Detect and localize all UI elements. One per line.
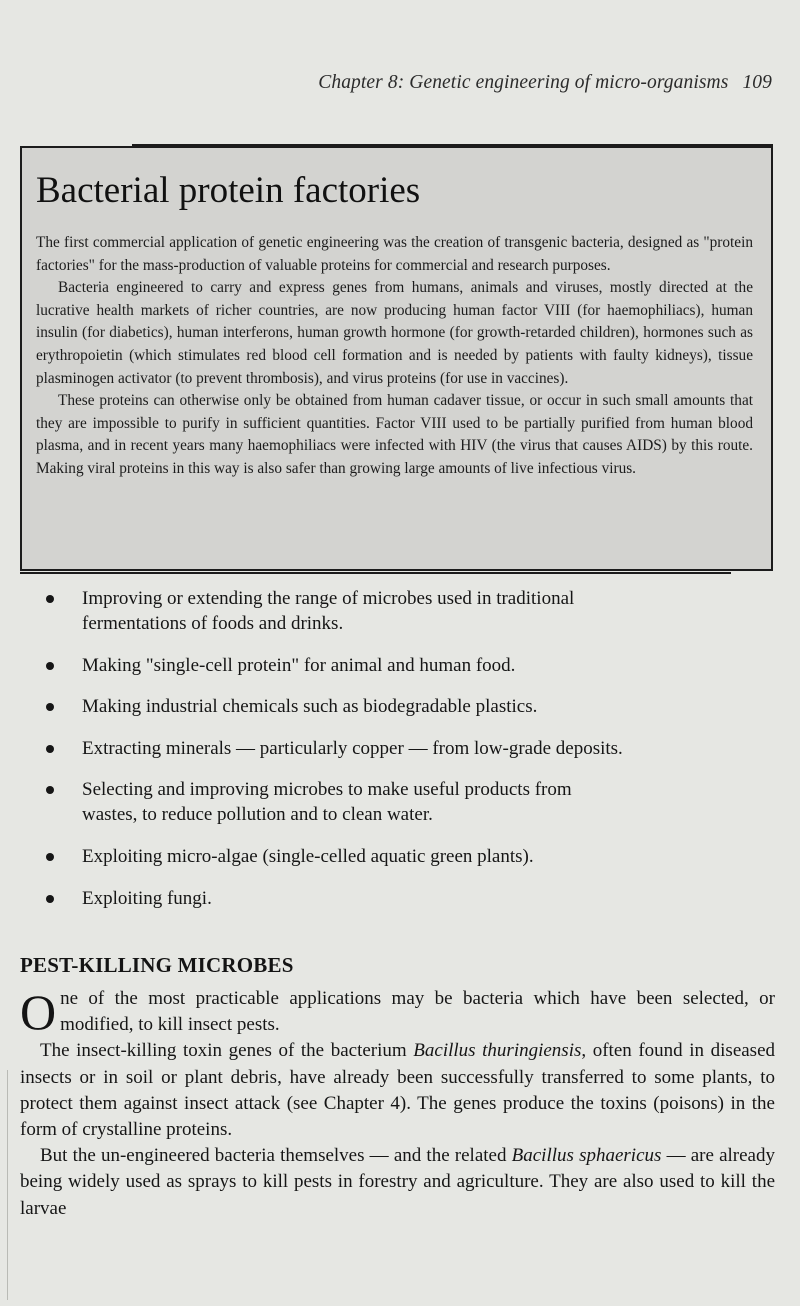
drop-cap: O (20, 984, 57, 1040)
list-item: Extracting minerals — particularly copper — from low-grade deposits. (46, 736, 626, 761)
section-paragraph-1: One of the most practicable applications may be bacteria which have been selected, or modified, to kill insect pests. (20, 984, 775, 1040)
bullet-icon (46, 786, 54, 794)
page-number: 109 (742, 72, 772, 93)
box-title: Bacterial protein factories (36, 170, 421, 211)
box-bottom-rule (20, 572, 731, 574)
list-item: Exploiting fungi. (46, 886, 626, 911)
box-paragraph-2: Bacteria engineered to carry and express genes from humans, animals and viruses, mostly directed at the lucrative health markets of richer countries, are now producing human factor VIII (for haemophiliacs), human insulin (for diabetics), human interferons, human growth hormone (for growth-retarded children), hormones such as erythropoietin (which stimulates red blood cell formation and is needed by patients with faulty kidneys), tissue plasminogen activator (to prevent thrombosis), and virus proteins (for use in vaccines). (36, 279, 753, 387)
list-item: Improving or extending the range of microbes used in traditional fermentations of foods and drinks. (46, 586, 626, 636)
box-paragraph-1: The first commercial application of genetic engineering was the creation of transgenic bacteria, designed as "protein factories" for the mass-production of valuable proteins for commercial and research purposes. (36, 234, 753, 274)
bullet-list (46, 586, 626, 927)
list-item: Making industrial chemicals such as biodegradable plastics. (46, 694, 626, 719)
running-header (0, 72, 772, 94)
pest-killing-section (20, 952, 775, 1222)
list-item: Selecting and improving microbes to make useful products from wastes, to reduce pollution and to clean water. (46, 777, 626, 827)
sidebar-box (20, 146, 773, 571)
box-top-rule (132, 144, 773, 146)
bullet-icon (46, 853, 54, 861)
section-heading: PEST-KILLING MICROBES (20, 953, 294, 977)
box-paragraph-3: These proteins can otherwise only be obtained from human cadaver tissue, or occur in such small amounts that they are impossible to purify in sufficient quantities. Factor VIII used to be partially purified from human blood plasma, and in recent years many haemophiliacs were infected with HIV (the virus that causes AIDS) by this route. Making viral proteins in this way is also safer than growing large amounts of live infectious virus. (36, 392, 753, 477)
section-paragraph-3: But the un-engineered bacteria themselves — and the related Bacillus sphaericus — are already being widely used as sprays to kill pests in forestry and agriculture. They are also used to kill the larvae (20, 1145, 775, 1219)
bullet-icon (46, 895, 54, 903)
chapter-title: Chapter 8: Genetic engineering of micro-organisms (318, 72, 729, 93)
species-name: Bacillus thuringiensis (413, 1040, 582, 1062)
section-paragraph-2: The insect-killing toxin genes of the bacterium Bacillus thuringiensis, often found in diseased insects or in soil or plant debris, have already been successfully transferred to some plants, to protect them against insect attack (see Chapter 4). The genes produce the toxins (poisons) in the form of crystalline proteins. (20, 1040, 776, 1141)
bullet-icon (46, 703, 54, 711)
bullet-icon (46, 745, 54, 753)
list-item: Making "single-cell protein" for animal and human food. (46, 653, 626, 678)
page-edge-shadow (7, 1070, 8, 1300)
bullet-icon (46, 662, 54, 670)
bullet-icon (46, 595, 54, 603)
list-item: Exploiting micro-algae (single-celled aquatic green plants). (46, 844, 626, 869)
species-name: Bacillus sphaericus (511, 1145, 662, 1167)
